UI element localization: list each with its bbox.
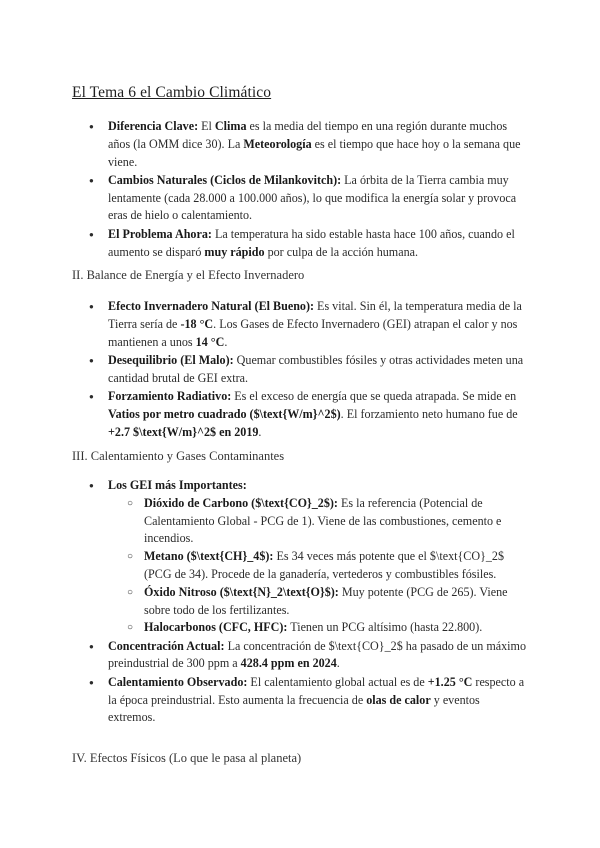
list-item-calentamiento: ● Calentamiento Observado: El calentamiento global actual es de +1.25 °C respecto a la época preindustrial. Esto aumenta la frecuencia de olas de calor y eventos extremos. — [0, 674, 600, 727]
list-item-gei-importantes: ● Los GEI más Importantes: ○ Dióxido de Carbono ($\text{CO}_2$): Es la referencia (Potencial de Calentamiento Global - PCG de 1). Viene de las combustiones, cemento e incendios. ○ Metano ($\text{CH}_4$): Es 34 veces más potente que el $\text{CO}_2$ (PCG de 34). Procede de la ganadería, vertederos y combustibles fósiles. ○ Óxido Nitroso ($\text{N}_2\text{O}$): Muy potente (PCG de 265). Viene sobre todo de los fertilizantes. ○ Halocarbonos (CFC, HFC): Tienen un PCG altísimo (hasta 22.800). — [0, 477, 600, 637]
list-item-efecto-natural: ● Efecto Invernadero Natural (El Bueno): Es vital. Sin él, la temperatura media de la Tierra sería de -18 °C. Los Gases de Efecto Invernadero (GEI) atrapan el calor y nos mantienen a unos 14 °C. — [0, 298, 600, 351]
list-item-desequilibrio: ● Desequilibrio (El Malo): Quemar combustibles fósiles y otras actividades meten una cantidad brutal de GEI extra. — [0, 352, 600, 388]
section-heading-2: II. Balance de Energía y el Efecto Invernadero — [72, 268, 305, 282]
sublist-item-halocarbonos: ○ Halocarbonos (CFC, HFC): Tienen un PCG altísimo (hasta 22.800). — [108, 619, 530, 637]
list-item-problema-ahora: ● El Problema Ahora: La temperatura ha sido estable hasta hace 100 años, cuando el aumento se disparó muy rápido por culpa de la acción humana. — [0, 226, 600, 262]
list-item-diferencia-clave: ● Diferencia Clave: El Clima es la media del tiempo en una región durante muchos años (la OMM dice 30). La Meteorología es el tiempo que hace hoy o la semana que viene. — [0, 118, 600, 171]
list-item-forzamiento: ● Forzamiento Radiativo: Es el exceso de energía que se queda atrapada. Se mide en Vatios por metro cuadrado ($\text{W/m}^2$). El forzamiento neto humano fue de +2.7 $\text{W/m}^2$ en 2019. — [0, 388, 600, 441]
list-item-concentracion: ● Concentración Actual: La concentración de $\text{CO}_2$ ha pasado de un máximo preindustrial de 300 ppm a 428.4 ppm en 2024. — [0, 638, 600, 674]
sublist-item-oxido-nitroso: ○ Óxido Nitroso ($\text{N}_2\text{O}$): Muy potente (PCG de 265). Viene sobre todo de los fertilizantes. — [108, 584, 530, 620]
energy-list — [0, 298, 600, 442]
section-heading-3: III. Calentamiento y Gases Contaminantes — [72, 449, 285, 463]
list-item-cambios-naturales: ● Cambios Naturales (Ciclos de Milankovitch): La órbita de la Tierra cambia muy lentamente (cada 28.000 a 100.000 años), lo que modifica la energía solar y provoca eras de hielo o calentamiento. — [0, 172, 600, 225]
page-title: El Tema 6 el Cambio Climático — [72, 84, 272, 101]
sublist-item-metano: ○ Metano ($\text{CH}_4$): Es 34 veces más potente que el $\text{CO}_2$ (PCG de 34). Procede de la ganadería, vertederos y combustibles fósiles. — [108, 548, 530, 584]
gei-sublist — [108, 495, 530, 637]
sublist-item-co2: ○ Dióxido de Carbono ($\text{CO}_2$): Es la referencia (Potencial de Calentamiento Global - PCG de 1). Viene de las combustiones, cemento e incendios. — [108, 495, 530, 548]
intro-list — [0, 118, 600, 262]
gases-list — [0, 477, 600, 728]
section-heading-4: IV. Efectos Físicos (Lo que le pasa al planeta) — [72, 751, 302, 765]
